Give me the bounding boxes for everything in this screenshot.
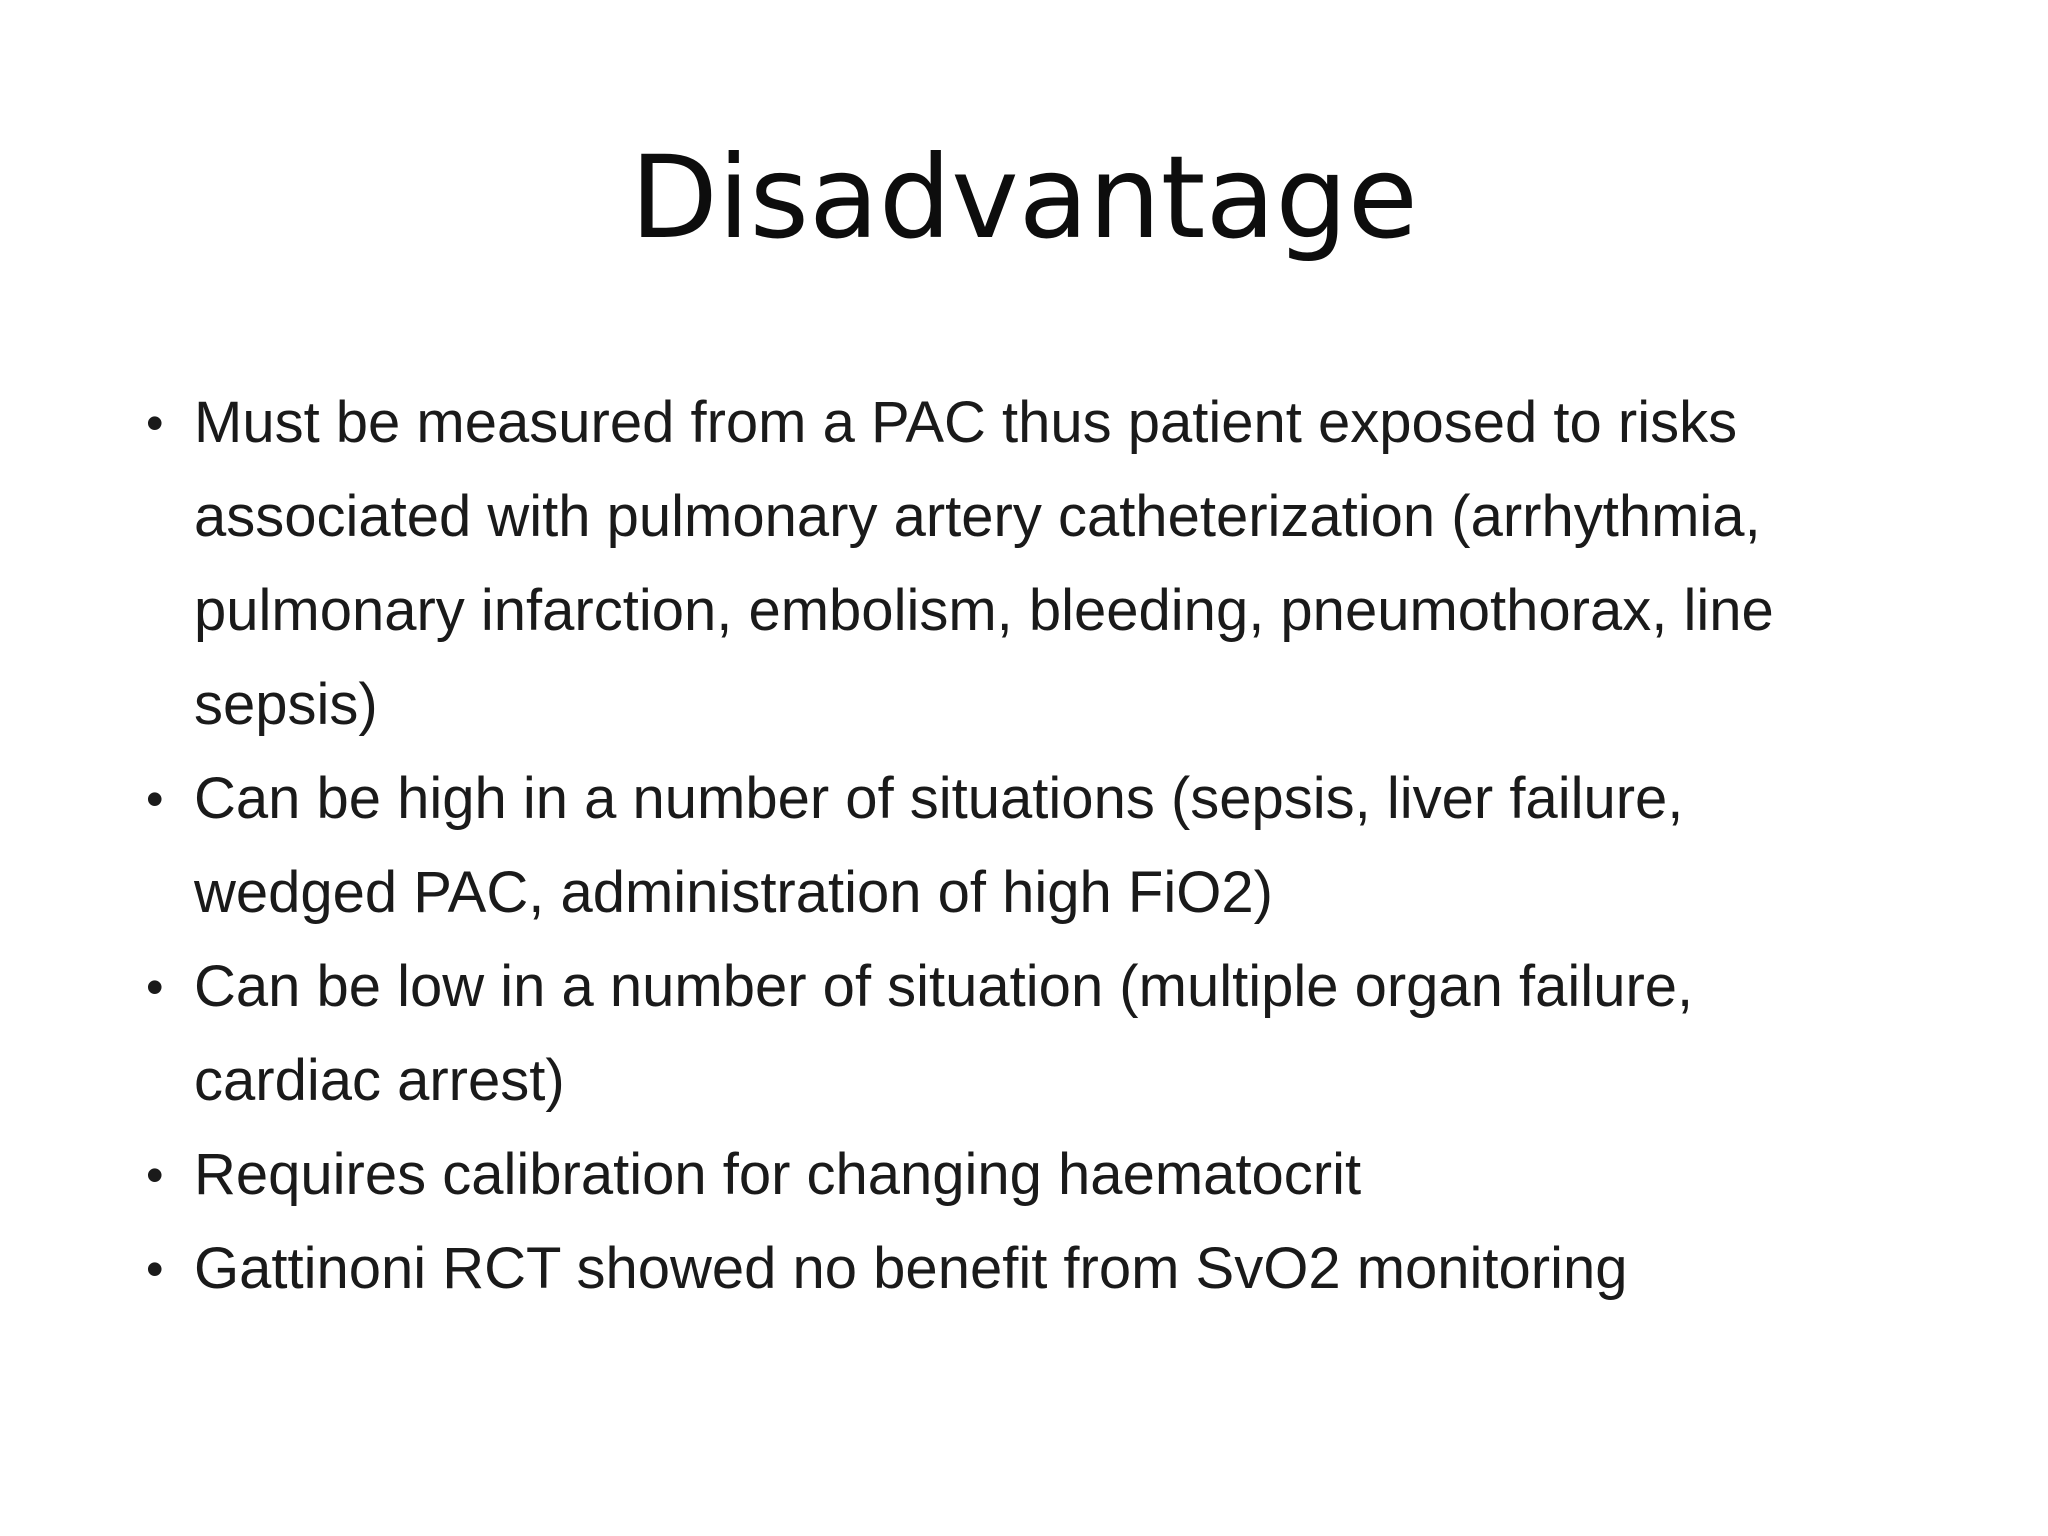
slide-title: Disadvantage xyxy=(630,131,1418,264)
bullet-item-risks xyxy=(140,376,1940,752)
bullet-icon: • xyxy=(146,395,164,451)
bullet-line: Gattinoni RCT showed no benefit from SvO2 monitoring xyxy=(194,1236,1628,1301)
bullet-line: cardiac arrest) xyxy=(194,1048,565,1113)
bullet-item-high xyxy=(140,752,1940,940)
bullet-item-calibration xyxy=(140,1128,1940,1222)
bullet-line: Can be low in a number of situation (multiple organ failure, xyxy=(194,954,1694,1019)
bullet-line: Can be high in a number of situations (sepsis, liver failure, xyxy=(194,766,1684,831)
bullet-line: sepsis) xyxy=(194,672,378,737)
bullet-line: pulmonary infarction, embolism, bleeding, pneumothorax, line xyxy=(194,578,1774,643)
bullet-item-gattinoni xyxy=(140,1222,1940,1316)
bullet-line: Requires calibration for changing haematocrit xyxy=(194,1142,1362,1207)
bullet-list xyxy=(140,376,1940,1316)
bullet-icon: • xyxy=(146,959,164,1015)
bullet-icon: • xyxy=(146,771,164,827)
bullet-line: wedged PAC, administration of high FiO2) xyxy=(194,860,1273,925)
bullet-line: Must be measured from a PAC thus patient exposed to risks xyxy=(194,390,1738,455)
bullet-line: associated with pulmonary artery catheterization (arrhythmia, xyxy=(194,484,1761,549)
bullet-item-low xyxy=(140,940,1940,1128)
bullet-icon: • xyxy=(146,1147,164,1203)
bullet-icon: • xyxy=(146,1241,164,1297)
